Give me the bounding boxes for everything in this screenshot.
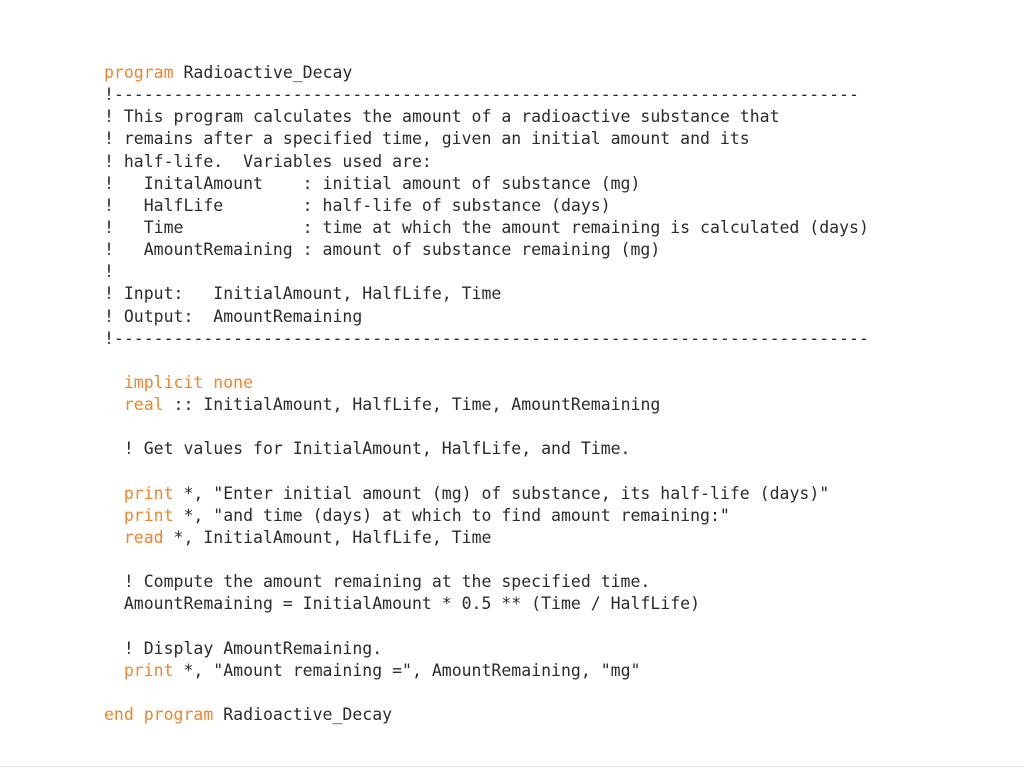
code-text: ! Get values for InitialAmount, HalfLife, and Time. xyxy=(104,439,631,459)
code-text: ! HalfLife : half-life of substance (days) xyxy=(104,195,611,215)
code-keyword: print xyxy=(123,483,174,503)
code-line xyxy=(104,416,869,438)
code-text: !--------------------------------------------------------------------------- xyxy=(104,85,859,105)
code-line xyxy=(104,128,869,150)
code-line xyxy=(104,350,869,372)
code-keyword: print xyxy=(123,505,174,525)
code-line xyxy=(104,394,869,416)
code-line xyxy=(104,549,869,571)
code-line xyxy=(104,217,869,239)
code-line xyxy=(104,682,869,704)
code-text: ! This program calculates the amount of a radioactive substance that xyxy=(104,107,780,127)
code-line xyxy=(104,261,869,283)
code-keyword: print xyxy=(123,660,174,680)
code-line xyxy=(104,438,869,460)
code-line xyxy=(104,195,869,217)
page-bottom-divider xyxy=(0,766,1024,767)
code-text: ! Compute the amount remaining at the specified time. xyxy=(104,572,651,592)
code-keyword: end program xyxy=(104,705,214,725)
code-keyword: real xyxy=(123,395,164,415)
code-text xyxy=(104,506,124,525)
code-text: *, "Enter initial amount (mg) of substance, its half-life (days)" xyxy=(173,483,830,503)
code-text xyxy=(104,373,124,392)
code-line xyxy=(104,638,869,660)
code-text: *, InitialAmount, HalfLife, Time xyxy=(163,527,492,547)
code-text xyxy=(104,484,124,503)
code-text: ! Input: InitialAmount, HalfLife, Time xyxy=(104,284,502,304)
code-line xyxy=(104,328,869,350)
code-line xyxy=(104,372,869,394)
code-text xyxy=(104,395,124,414)
code-line xyxy=(104,461,869,483)
code-text: ! InitalAmount : initial amount of substance (mg) xyxy=(104,173,641,193)
code-keyword: implicit none xyxy=(123,372,254,392)
code-keyword: read xyxy=(123,527,164,547)
code-text: ! half-life. Variables used are: xyxy=(104,151,432,171)
code-text: ! remains after a specified time, given an initial amount and its xyxy=(104,129,750,149)
code-text: *, "Amount remaining =", AmountRemaining, "mg" xyxy=(173,660,641,680)
code-text: ! xyxy=(104,262,114,282)
code-text xyxy=(104,661,124,680)
code-line xyxy=(104,306,869,328)
code-line xyxy=(104,616,869,638)
code-keyword: program xyxy=(104,63,174,82)
code-line xyxy=(104,571,869,593)
code-line xyxy=(104,483,869,505)
code-line xyxy=(104,239,869,261)
code-line xyxy=(104,660,869,682)
code-line xyxy=(104,593,869,615)
code-text: ! Display AmountRemaining. xyxy=(104,638,383,658)
code-text: Radioactive_Decay xyxy=(173,63,353,82)
code-line xyxy=(104,106,869,128)
code-line xyxy=(104,151,869,173)
code-text: ! Output: AmountRemaining xyxy=(104,306,363,326)
code-text: :: InitialAmount, HalfLife, Time, AmountRemaining xyxy=(163,395,661,415)
code-line xyxy=(104,283,869,305)
code-text: ! Time : time at which the amount remaining is calculated (days) xyxy=(104,217,869,237)
code-line xyxy=(104,173,869,195)
code-line xyxy=(104,62,869,84)
fortran-code-listing xyxy=(104,62,869,726)
code-text: Radioactive_Decay xyxy=(213,705,393,725)
code-line xyxy=(104,505,869,527)
code-text: ! AmountRemaining : amount of substance remaining (mg) xyxy=(104,240,661,260)
code-line xyxy=(104,704,869,726)
code-line xyxy=(104,527,869,549)
code-text xyxy=(104,528,124,547)
code-line xyxy=(104,84,869,106)
code-text: AmountRemaining = InitialAmount * 0.5 ** (Time / HalfLife) xyxy=(104,594,701,614)
code-text: *, "and time (days) at which to find amount remaining:" xyxy=(173,505,730,525)
code-text: !---------------------------------------------------------------------------- xyxy=(104,328,869,348)
